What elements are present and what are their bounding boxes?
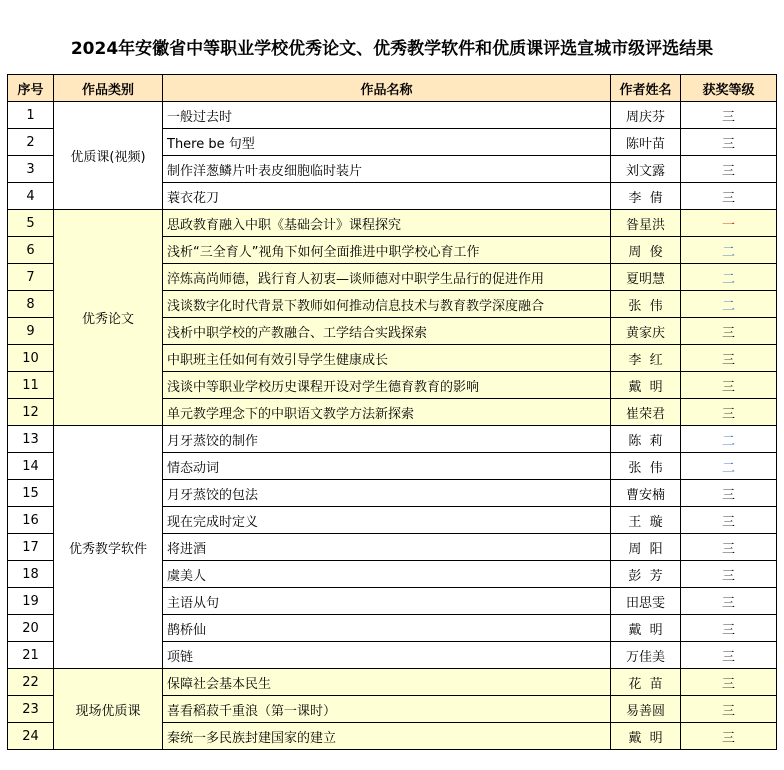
cell-award: 三: [681, 318, 777, 345]
cell-title: 浅谈中等职业学校历史课程开设对学生德育教育的影响: [163, 372, 611, 399]
cell-no: 19: [8, 588, 54, 615]
cell-award: 三: [681, 642, 777, 669]
cell-category: 优秀教学软件: [54, 426, 163, 669]
cell-category: 优秀论文: [54, 210, 163, 426]
cell-author: 黄家庆: [611, 318, 681, 345]
results-table: [7, 74, 777, 750]
header-no: 序号: [8, 75, 54, 102]
header-category: 作品类别: [54, 75, 163, 102]
cell-title: 中职班主任如何有效引导学生健康成长: [163, 345, 611, 372]
table-row: [8, 210, 777, 237]
cell-category: 优质课(视频): [54, 102, 163, 210]
cell-award: 三: [681, 399, 777, 426]
cell-author: 曹安楠: [611, 480, 681, 507]
cell-no: 18: [8, 561, 54, 588]
cell-title: 将进酒: [163, 534, 611, 561]
cell-title: 蓑衣花刀: [163, 183, 611, 210]
page-title: 2024年安徽省中等职业学校优秀论文、优秀教学软件和优质课评选宣城市级评选结果: [70, 39, 714, 59]
cell-award: 三: [681, 372, 777, 399]
cell-author: 刘文露: [611, 156, 681, 183]
cell-author: 李 红: [611, 345, 681, 372]
cell-award: 三: [681, 507, 777, 534]
table-row: [8, 102, 777, 129]
cell-no: 12: [8, 399, 54, 426]
cell-title: There be 句型: [163, 129, 611, 156]
cell-no: 5: [8, 210, 54, 237]
cell-no: 8: [8, 291, 54, 318]
cell-author: 夏明慧: [611, 264, 681, 291]
cell-award: 三: [681, 723, 777, 750]
cell-author: 陈 莉: [611, 426, 681, 453]
cell-no: 22: [8, 669, 54, 696]
cell-author: 戴 明: [611, 372, 681, 399]
cell-title: 浅谈数字化时代背景下教师如何推动信息技术与教育教学深度融合: [163, 291, 611, 318]
cell-award: 二: [681, 426, 777, 453]
cell-author: 周 俊: [611, 237, 681, 264]
cell-author: 王 璇: [611, 507, 681, 534]
cell-author: 周 阳: [611, 534, 681, 561]
cell-title: 保障社会基本民生: [163, 669, 611, 696]
cell-title: 现在完成时定义: [163, 507, 611, 534]
cell-author: 张 伟: [611, 453, 681, 480]
cell-author: 崔荣君: [611, 399, 681, 426]
cell-author: 周庆芬: [611, 102, 681, 129]
cell-title: 淬炼高尚师德，践行育人初衷—谈师德对中职学生品行的促进作用: [163, 264, 611, 291]
cell-category: 现场优质课: [54, 669, 163, 750]
header-award: 获奖等级: [681, 75, 777, 102]
cell-award: 三: [681, 156, 777, 183]
cell-award: 三: [681, 102, 777, 129]
cell-no: 21: [8, 642, 54, 669]
cell-title: 制作洋葱鳞片叶表皮细胞临时装片: [163, 156, 611, 183]
cell-award: 三: [681, 345, 777, 372]
cell-no: 11: [8, 372, 54, 399]
cell-author: 陈叶苗: [611, 129, 681, 156]
table-body: [8, 102, 777, 750]
cell-no: 24: [8, 723, 54, 750]
cell-award: 三: [681, 129, 777, 156]
cell-title: 秦统一多民族封建国家的建立: [163, 723, 611, 750]
cell-title: 喜看稻菽千重浪（第一课时）: [163, 696, 611, 723]
cell-author: 易善圆: [611, 696, 681, 723]
table-header-row: [8, 75, 777, 102]
cell-title: 月牙蒸饺的制作: [163, 426, 611, 453]
cell-title: 思政教育融入中职《基础会计》课程探究: [163, 210, 611, 237]
cell-no: 4: [8, 183, 54, 210]
cell-award: 三: [681, 615, 777, 642]
cell-award: 二: [681, 291, 777, 318]
cell-title: 浅析中职学校的产教融合、工学结合实践探索: [163, 318, 611, 345]
cell-award: 三: [681, 183, 777, 210]
cell-author: 昝星洪: [611, 210, 681, 237]
cell-award: 三: [681, 588, 777, 615]
cell-title: 鹊桥仙: [163, 615, 611, 642]
cell-award: 二: [681, 453, 777, 480]
cell-author: 万佳美: [611, 642, 681, 669]
cell-award: 三: [681, 561, 777, 588]
cell-award: 三: [681, 534, 777, 561]
cell-title: 主语从句: [163, 588, 611, 615]
cell-no: 15: [8, 480, 54, 507]
cell-award: 三: [681, 696, 777, 723]
cell-author: 张 伟: [611, 291, 681, 318]
cell-author: 李 倩: [611, 183, 681, 210]
cell-author: 戴 明: [611, 723, 681, 750]
cell-no: 7: [8, 264, 54, 291]
cell-no: 10: [8, 345, 54, 372]
header-author: 作者姓名: [611, 75, 681, 102]
cell-no: 3: [8, 156, 54, 183]
table-row: [8, 669, 777, 696]
cell-author: 花 苗: [611, 669, 681, 696]
cell-no: 6: [8, 237, 54, 264]
cell-no: 16: [8, 507, 54, 534]
cell-no: 1: [8, 102, 54, 129]
cell-author: 田思雯: [611, 588, 681, 615]
cell-no: 17: [8, 534, 54, 561]
cell-award: 三: [681, 480, 777, 507]
cell-no: 23: [8, 696, 54, 723]
cell-no: 13: [8, 426, 54, 453]
table-row: [8, 426, 777, 453]
cell-award: 二: [681, 264, 777, 291]
cell-award: 一: [681, 210, 777, 237]
cell-title: 一般过去时: [163, 102, 611, 129]
cell-no: 20: [8, 615, 54, 642]
cell-no: 14: [8, 453, 54, 480]
cell-award: 二: [681, 237, 777, 264]
cell-title: 虞美人: [163, 561, 611, 588]
header-title: 作品名称: [163, 75, 611, 102]
cell-award: 三: [681, 669, 777, 696]
cell-no: 2: [8, 129, 54, 156]
cell-no: 9: [8, 318, 54, 345]
cell-title: 月牙蒸饺的包法: [163, 480, 611, 507]
cell-author: 戴 明: [611, 615, 681, 642]
cell-author: 彭 芳: [611, 561, 681, 588]
cell-title: 单元教学理念下的中职语文教学方法新探索: [163, 399, 611, 426]
cell-title: 情态动词: [163, 453, 611, 480]
cell-title: 项链: [163, 642, 611, 669]
cell-title: 浅析“三全育人”视角下如何全面推进中职学校心育工作: [163, 237, 611, 264]
